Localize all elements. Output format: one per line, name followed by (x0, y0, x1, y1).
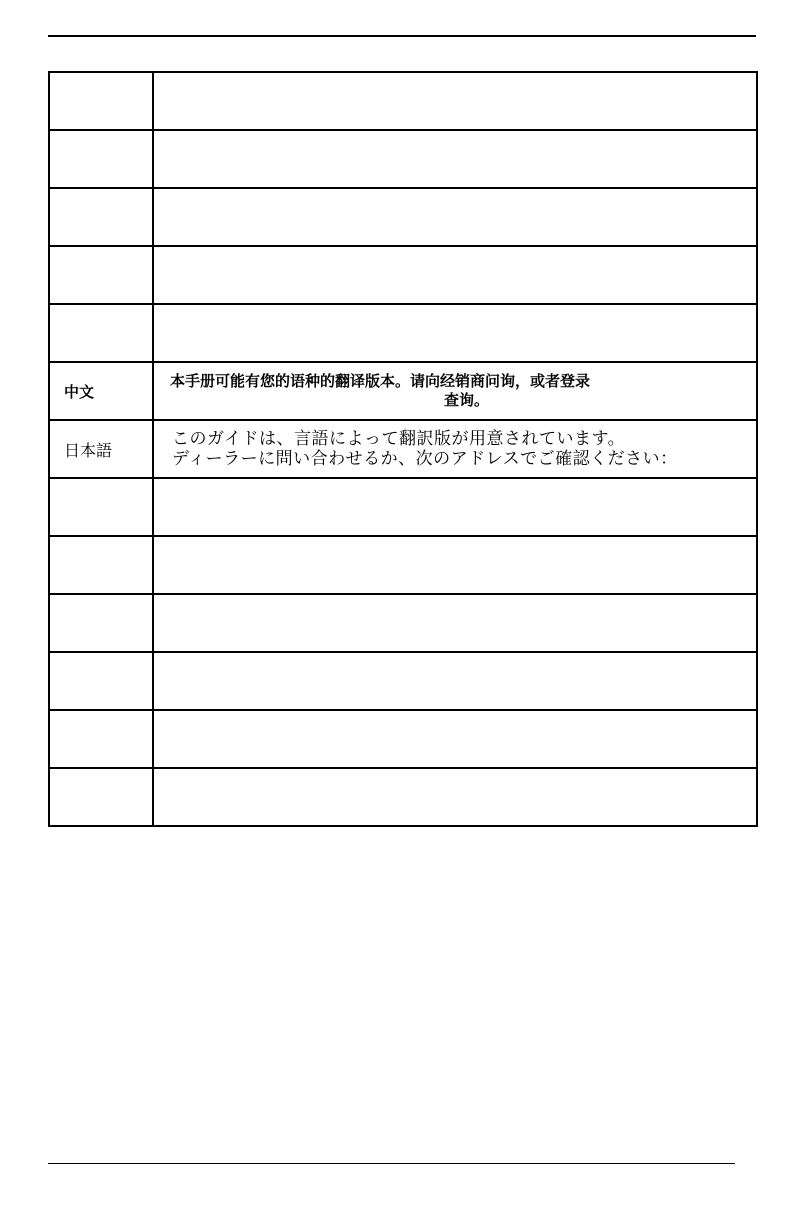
message-cell (153, 594, 757, 652)
message-cell (153, 478, 757, 536)
table-row (49, 130, 757, 188)
table-row (49, 652, 757, 710)
message-cell-chinese (153, 362, 757, 420)
language-cell (49, 130, 153, 188)
table-row-chinese (49, 362, 757, 420)
message-cell (153, 188, 757, 246)
message-cell (153, 130, 757, 188)
message-chinese-line1: 本手册可能有您的语种的翻译版本。请向经销商问询，或者登录 (170, 372, 591, 390)
message-cell (153, 246, 757, 304)
table-row (49, 594, 757, 652)
language-cell (49, 304, 153, 362)
footer-rule (48, 1163, 735, 1164)
table-row (49, 478, 757, 536)
table-row (49, 768, 757, 826)
table-row (49, 72, 757, 130)
table-row (49, 304, 757, 362)
message-chinese (154, 372, 756, 410)
message-cell (153, 768, 757, 826)
table-row (49, 710, 757, 768)
language-cell (49, 72, 153, 130)
language-cell (49, 188, 153, 246)
message-japanese-line1: このガイドは、言語によって翻訳版が用意されています。 (172, 429, 626, 449)
table-row (49, 246, 757, 304)
table-row-japanese (49, 420, 757, 478)
message-japanese (154, 429, 756, 469)
language-cell (49, 536, 153, 594)
message-chinese-line2: 查询。 (444, 391, 490, 409)
translation-table (48, 71, 758, 827)
message-cell (153, 652, 757, 710)
message-cell (153, 72, 757, 130)
language-cell (49, 768, 153, 826)
language-cell (49, 246, 153, 304)
header-rule (48, 35, 756, 37)
language-cell (49, 652, 153, 710)
message-cell (153, 710, 757, 768)
message-cell (153, 304, 757, 362)
table-row (49, 536, 757, 594)
message-cell-japanese (153, 420, 757, 478)
message-cell (153, 536, 757, 594)
language-cell-japanese: 日本語 (49, 420, 153, 478)
language-cell (49, 594, 153, 652)
language-cell-chinese: 中文 (49, 362, 153, 420)
language-cell (49, 710, 153, 768)
message-japanese-line2: ディーラーに問い合わせるか、次のアドレスでご確認ください： (172, 449, 678, 469)
table-row (49, 188, 757, 246)
language-cell (49, 478, 153, 536)
